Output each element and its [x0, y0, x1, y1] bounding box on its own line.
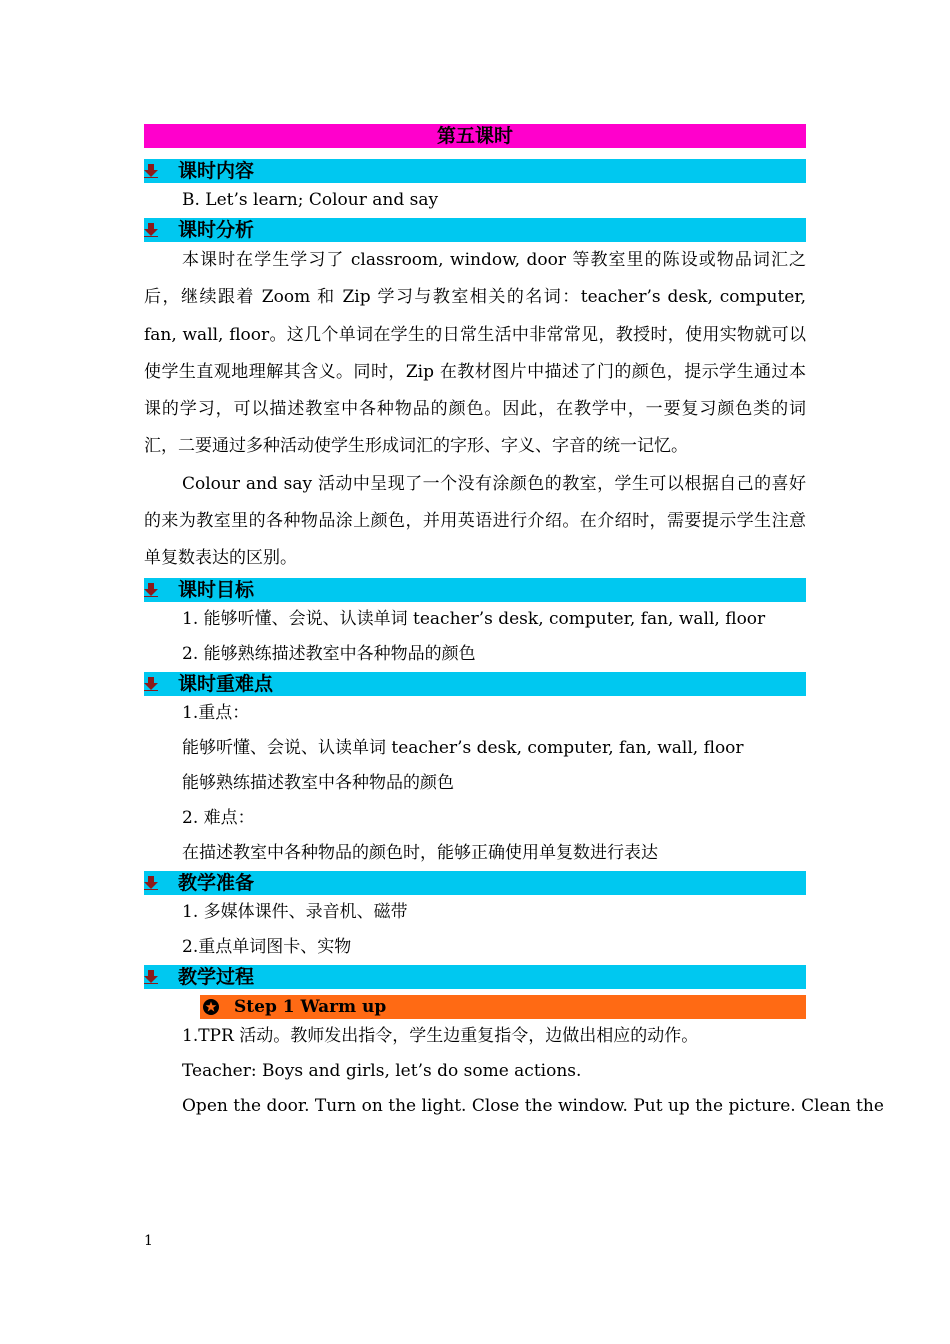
lesson-title: 第五课时	[144, 124, 806, 148]
section-label: 课时目标	[178, 578, 255, 601]
section-header-objectives	[144, 578, 806, 602]
section-header-key-points	[144, 672, 806, 696]
key-point-line: 2. 难点：	[182, 807, 255, 828]
preparation-line: 2.重点单词图卡、实物	[182, 936, 352, 957]
section-label: 课时内容	[178, 160, 255, 182]
objective-line: 2. 能够熟练描述教室中各种物品的颜色	[182, 643, 476, 664]
step-line: 1.TPR 活动。教师发出指令，学生边重复指令，边做出相应的动作。	[182, 1025, 699, 1046]
down-arrow-icon	[144, 970, 158, 984]
key-point-line: 在描述教室中各种物品的颜色时，能够正确使用单复数进行表达	[182, 842, 658, 863]
down-arrow-icon	[144, 876, 158, 890]
section-header-analysis	[144, 218, 806, 242]
section-header-process	[144, 965, 806, 989]
step-line: Teacher: Boys and girls, let’s do some actions.	[182, 1060, 582, 1081]
preparation-line: 1. 多媒体课件、录音机、磁带	[182, 901, 408, 922]
document-page	[144, 124, 884, 1124]
down-arrow-icon	[144, 583, 158, 597]
down-arrow-icon	[144, 677, 158, 691]
key-point-line: 能够听懂、会说、认读单词 teacher’s desk, computer, fan, wall, floor	[182, 737, 744, 758]
analysis-paragraph: 本课时在学生学习了 classroom, window, door 等教室里的陈设或物品词汇之后，继续跟着 Zoom 和 Zip 学习与教室相关的名词：teacher’s desk, computer, fan, wall, floor。这几个单词在学生的日常生活中非常常见，教授时，使用实物就可以使学生直观地理解其含义。同时，Zip 在教材图片中描述了门的颜色，提示学生通过本课的学习，可以描述教室中各种物品的颜色。因此，在教学中，一要复习颜色类的词汇，二要通过多种活动使学生形成词汇的字形、字义、字音的统一记忆。	[144, 250, 806, 457]
section-header-preparation	[144, 871, 806, 895]
step-label: Step 1 Warm up	[234, 996, 387, 1017]
step-header	[200, 995, 806, 1019]
section-label: 教学准备	[178, 871, 255, 894]
down-arrow-icon	[144, 164, 158, 178]
page-number: 1	[144, 1233, 153, 1249]
section-label: 课时重难点	[178, 672, 274, 695]
section-label: 教学过程	[178, 965, 255, 988]
step-line: Open the door. Turn on the light. Close the window. Put up the picture. Clean the	[182, 1095, 884, 1116]
section-header-content	[144, 159, 806, 183]
star-circle-icon	[203, 999, 219, 1015]
key-point-line: 1.重点：	[182, 702, 250, 723]
analysis-paragraph: Colour and say 活动中呈现了一个没有涂颜色的教室，学生可以根据自己的喜好的来为教室里的各种物品涂上颜色，并用英语进行介绍。在介绍时，需要提示学生注意单复数表达的区别。	[144, 473, 806, 569]
key-point-line: 能够熟练描述教室中各种物品的颜色	[182, 772, 454, 793]
content-line: B. Let’s learn; Colour and say	[182, 190, 439, 210]
section-label: 课时分析	[178, 219, 255, 241]
down-arrow-icon	[144, 223, 158, 237]
objective-line: 1. 能够听懂、会说、认读单词 teacher’s desk, computer, fan, wall, floor	[182, 608, 766, 629]
